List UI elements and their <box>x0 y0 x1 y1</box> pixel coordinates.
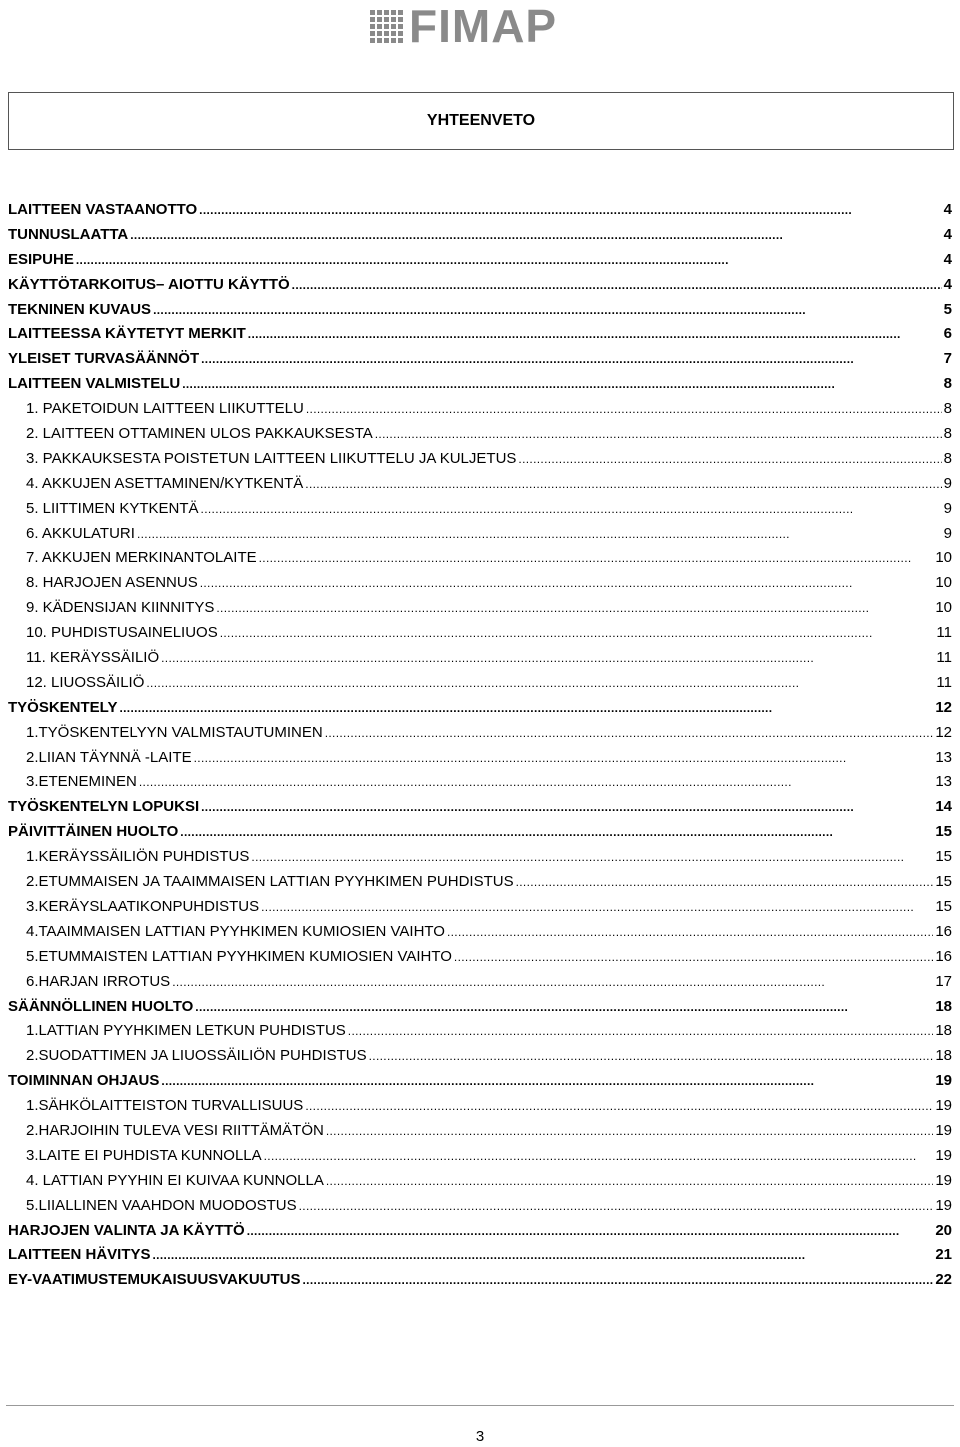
toc-entry-page: 11 <box>936 649 952 667</box>
toc-entry[interactable] <box>8 422 952 447</box>
toc-entry-label: 2.HARJOIHIN TULEVA VESI RIITTÄMÄTÖN <box>26 1121 324 1139</box>
toc-entry-label: TEKNINEN KUVAUS <box>8 300 152 318</box>
toc-entry-label: 12. LIUOSSÄILIÖ <box>26 673 145 691</box>
toc-entry-page: 11 <box>936 624 952 642</box>
toc-entry[interactable] <box>8 1044 952 1069</box>
toc-entry[interactable] <box>8 497 952 522</box>
toc-entry[interactable] <box>8 546 952 571</box>
toc-entry-page: 11 <box>936 673 952 691</box>
toc-entry[interactable] <box>8 522 952 547</box>
toc-leader-dots <box>180 820 933 845</box>
toc-entry-label: 1.KERÄYSSÄILIÖN PUHDISTUS <box>26 848 250 866</box>
toc-entry[interactable] <box>8 1243 952 1268</box>
toc-entry-label: 1.LATTIAN PYYHKIMEN LETKUN PUHDISTUS <box>26 1022 346 1040</box>
toc-entry-label: LAITTEEN HÄVITYS <box>8 1246 151 1264</box>
toc-entry[interactable] <box>8 646 952 671</box>
toc-leader-dots <box>153 1243 934 1268</box>
toc-leader-dots <box>76 248 942 273</box>
toc-entry-page: 18 <box>935 1022 952 1040</box>
toc-leader-dots <box>194 746 934 771</box>
toc-entry-label: EY-VAATIMUSTEMUKAISUUSVAKUUTUS <box>8 1271 301 1289</box>
toc-leader-dots <box>119 696 933 721</box>
toc-entry[interactable] <box>8 298 952 323</box>
toc-entry-page: 15 <box>935 873 952 891</box>
toc-entry-page: 9 <box>943 524 952 542</box>
toc-entry[interactable] <box>8 820 952 845</box>
toc-entry-page: 8 <box>943 400 952 418</box>
toc-leader-dots <box>201 497 942 522</box>
toc-entry-label: 6. AKKULATURI <box>26 524 135 542</box>
page-title: YHTEENVETO <box>426 112 536 129</box>
toc-leader-dots <box>516 870 934 895</box>
toc-entry-page: 8 <box>943 449 952 467</box>
toc-entry[interactable] <box>8 1219 952 1244</box>
toc-entry-label: 3.KERÄYSLAATIKONPUHDISTUS <box>26 897 260 915</box>
toc-entry[interactable] <box>8 397 952 422</box>
toc-entry-label: 9. KÄDENSIJAN KIINNITYS <box>26 599 215 617</box>
toc-entry[interactable] <box>8 1144 952 1169</box>
toc-entry-label: 10. PUHDISTUSAINELIUOS <box>26 624 218 642</box>
toc-entry[interactable] <box>8 248 952 273</box>
toc-leader-dots <box>326 1169 933 1194</box>
toc-entry[interactable] <box>8 223 952 248</box>
toc-entry-label: 4. AKKUJEN ASETTAMINEN/KYTKENTÄ <box>26 474 304 492</box>
toc-entry-label: 5.ETUMMAISTEN LATTIAN PYYHKIMEN KUMIOSIEN VAIHTO <box>26 947 452 965</box>
toc-entry[interactable] <box>8 472 952 497</box>
toc-entry-page: 19 <box>935 1171 952 1189</box>
toc-leader-dots <box>299 1194 934 1219</box>
toc-leader-dots <box>518 447 941 472</box>
toc-entry[interactable] <box>8 596 952 621</box>
toc-entry[interactable] <box>8 920 952 945</box>
toc-entry-page: 10 <box>935 549 952 567</box>
toc-entry-label: TOIMINNAN OHJAUS <box>8 1072 160 1090</box>
toc-entry-page: 8 <box>943 375 952 393</box>
toc-entry-label: LAITTEESSA KÄYTETYT MERKIT <box>8 325 246 343</box>
toc-entry[interactable] <box>8 770 952 795</box>
toc-entry-page: 19 <box>935 1097 952 1115</box>
logo-dots-icon <box>370 10 403 43</box>
fimap-logo <box>370 0 558 52</box>
toc-entry[interactable] <box>8 696 952 721</box>
toc-leader-dots <box>264 1144 934 1169</box>
toc-entry-page: 15 <box>935 897 952 915</box>
toc-entry-page: 16 <box>935 922 952 940</box>
toc-leader-dots <box>326 1119 933 1144</box>
toc-entry-label: 3.ETENEMINEN <box>26 773 137 791</box>
toc-entry-page: 9 <box>943 499 952 517</box>
toc-entry-page: 14 <box>935 798 952 816</box>
toc-entry[interactable] <box>8 273 952 298</box>
toc-entry[interactable] <box>8 970 952 995</box>
toc-entry[interactable] <box>8 945 952 970</box>
toc-entry-label: 3.LAITE EI PUHDISTA KUNNOLLA <box>26 1146 262 1164</box>
toc-leader-dots <box>292 273 942 298</box>
toc-entry[interactable] <box>8 198 952 223</box>
toc-leader-dots <box>306 397 942 422</box>
toc-entry[interactable] <box>8 795 952 820</box>
toc-entry-page: 10 <box>935 599 952 617</box>
toc-entry-label: TYÖSKENTELY <box>8 698 118 716</box>
toc-entry-label: 2.LIIAN TÄYNNÄ -LAITE <box>26 748 192 766</box>
toc-entry[interactable] <box>8 895 952 920</box>
toc-leader-dots <box>137 522 942 547</box>
toc-entry-page: 12 <box>935 698 952 716</box>
toc-entry-label: PÄIVITTÄINEN HUOLTO <box>8 823 179 841</box>
toc-leader-dots <box>259 546 934 571</box>
toc-leader-dots <box>201 795 933 820</box>
toc-leader-dots <box>153 298 942 323</box>
toc-entry-page: 15 <box>935 823 952 841</box>
toc-entry-page: 4 <box>943 201 952 218</box>
toc-entry[interactable] <box>8 1094 952 1119</box>
toc-entry[interactable] <box>8 870 952 895</box>
page-number: 3 <box>475 1428 485 1445</box>
toc-leader-dots <box>447 920 933 945</box>
toc-entry[interactable] <box>8 1268 952 1293</box>
toc-entry-label: TYÖSKENTELYN LOPUKSI <box>8 798 200 816</box>
toc-entry-label: 4. LATTIAN PYYHIN EI KUIVAA KUNNOLLA <box>26 1171 324 1189</box>
table-of-contents <box>8 198 952 1293</box>
toc-entry-label: LAITTEEN VALMISTELU <box>8 375 181 393</box>
toc-entry-label: TUNNUSLAATTA <box>8 225 129 243</box>
toc-entry-page: 12 <box>935 723 952 741</box>
toc-entry-page: 7 <box>943 350 952 368</box>
toc-entry[interactable] <box>8 1119 952 1144</box>
toc-entry[interactable] <box>8 571 952 596</box>
toc-leader-dots <box>172 970 933 995</box>
toc-entry[interactable] <box>8 1169 952 1194</box>
toc-entry-label: SÄÄNNÖLLINEN HUOLTO <box>8 997 194 1015</box>
toc-leader-dots <box>261 895 933 920</box>
title-box <box>8 92 954 150</box>
toc-entry-page: 19 <box>935 1121 952 1139</box>
toc-entry-page: 6 <box>943 325 952 343</box>
toc-entry-label: 3. PAKKAUKSESTA POISTETUN LAITTEEN LIIKUTTELU JA KULJETUS <box>26 449 517 467</box>
toc-leader-dots <box>369 1044 934 1069</box>
toc-entry-label: 11. KERÄYSSÄILIÖ <box>26 649 160 667</box>
toc-entry-page: 15 <box>935 848 952 866</box>
toc-entry[interactable] <box>8 372 952 397</box>
toc-leader-dots <box>200 571 934 596</box>
toc-entry-page: 4 <box>943 250 952 268</box>
toc-leader-dots <box>251 845 933 870</box>
toc-leader-dots <box>305 472 941 497</box>
toc-leader-dots <box>248 322 942 347</box>
toc-entry-page: 4 <box>943 225 952 243</box>
footer-divider <box>6 1405 954 1406</box>
toc-entry-page: 5 <box>943 300 952 318</box>
toc-entry-page: 20 <box>935 1221 952 1239</box>
toc-entry-page: 10 <box>935 574 952 592</box>
toc-entry-page: 18 <box>935 997 952 1015</box>
toc-entry-page: 13 <box>935 748 952 766</box>
toc-entry[interactable] <box>8 845 952 870</box>
toc-entry-label: 1.SÄHKÖLAITTEISTON TURVALLISUUS <box>26 1097 304 1115</box>
toc-leader-dots <box>201 347 942 372</box>
toc-leader-dots <box>303 1268 934 1293</box>
toc-entry[interactable] <box>8 347 952 372</box>
toc-leader-dots <box>454 945 933 970</box>
toc-entry[interactable] <box>8 1019 952 1044</box>
toc-entry-page: 13 <box>935 773 952 791</box>
toc-entry-label: 8. HARJOJEN ASENNUS <box>26 574 198 592</box>
toc-leader-dots <box>348 1019 934 1044</box>
toc-entry[interactable] <box>8 1069 952 1094</box>
toc-leader-dots <box>161 1069 933 1094</box>
toc-entry[interactable] <box>8 721 952 746</box>
toc-leader-dots <box>305 1094 933 1119</box>
toc-leader-dots <box>216 596 933 621</box>
toc-entry[interactable] <box>8 746 952 771</box>
toc-entry-page: 8 <box>943 425 952 443</box>
toc-leader-dots <box>195 995 933 1020</box>
toc-entry-label: YLEISET TURVASÄÄNNÖT <box>8 350 200 368</box>
toc-entry-page: 4 <box>943 275 952 293</box>
toc-entry-page: 19 <box>935 1196 952 1214</box>
toc-entry-page: 19 <box>935 1146 952 1164</box>
toc-leader-dots <box>161 646 934 671</box>
toc-entry-page: 9 <box>943 474 952 492</box>
toc-leader-dots <box>199 198 941 223</box>
toc-entry[interactable] <box>8 995 952 1020</box>
toc-leader-dots <box>146 671 934 696</box>
toc-entry-page: 16 <box>935 947 952 965</box>
toc-leader-dots <box>247 1219 934 1244</box>
toc-entry-label: HARJOJEN VALINTA JA KÄYTTÖ <box>8 1221 245 1239</box>
toc-entry-label: 2. LAITTEEN OTTAMINEN ULOS PAKKAUKSESTA <box>26 425 373 443</box>
toc-entry-label: 5. LIITTIMEN KYTKENTÄ <box>26 499 199 517</box>
toc-entry-label: 5.LIIALLINEN VAAHDON MUODOSTUS <box>26 1196 297 1214</box>
toc-entry-label: 6.HARJAN IRROTUS <box>26 972 171 990</box>
toc-entry[interactable] <box>8 447 952 472</box>
toc-entry-page: 18 <box>935 1047 952 1065</box>
toc-leader-dots <box>139 770 933 795</box>
toc-leader-dots <box>375 422 942 447</box>
toc-entry-label: 2.ETUMMAISEN JA TAAIMMAISEN LATTIAN PYYHKIMEN PUHDISTUS <box>26 873 514 891</box>
toc-leader-dots <box>130 223 941 248</box>
toc-entry-label: 1. PAKETOIDUN LAITTEEN LIIKUTTELU <box>26 400 304 418</box>
toc-leader-dots <box>325 721 934 746</box>
toc-entry-label: 7. AKKUJEN MERKINANTOLAITE <box>26 549 257 567</box>
toc-entry[interactable] <box>8 671 952 696</box>
toc-entry[interactable] <box>8 1194 952 1219</box>
toc-leader-dots <box>220 621 935 646</box>
toc-entry-page: 19 <box>935 1072 952 1090</box>
logo-text: FIMAP <box>409 0 558 52</box>
toc-entry-label: ESIPUHE <box>8 250 74 268</box>
toc-entry-label: 1.TYÖSKENTELYYN VALMISTAUTUMINEN <box>26 723 323 741</box>
toc-entry-page: 22 <box>935 1271 952 1289</box>
toc-entry-label: LAITTEEN VASTAANOTTO <box>8 201 198 218</box>
toc-entry[interactable] <box>8 621 952 646</box>
toc-entry-page: 17 <box>935 972 952 990</box>
toc-entry-page: 21 <box>935 1246 952 1264</box>
toc-entry-label: 2.SUODATTIMEN JA LIUOSSÄILIÖN PUHDISTUS <box>26 1047 367 1065</box>
toc-entry[interactable] <box>8 322 952 347</box>
toc-leader-dots <box>182 372 941 397</box>
toc-entry-label: KÄYTTÖTARKOITUS– AIOTTU KÄYTTÖ <box>8 275 290 293</box>
toc-entry-label: 4.TAAIMMAISEN LATTIAN PYYHKIMEN KUMIOSIEN VAIHTO <box>26 922 445 940</box>
